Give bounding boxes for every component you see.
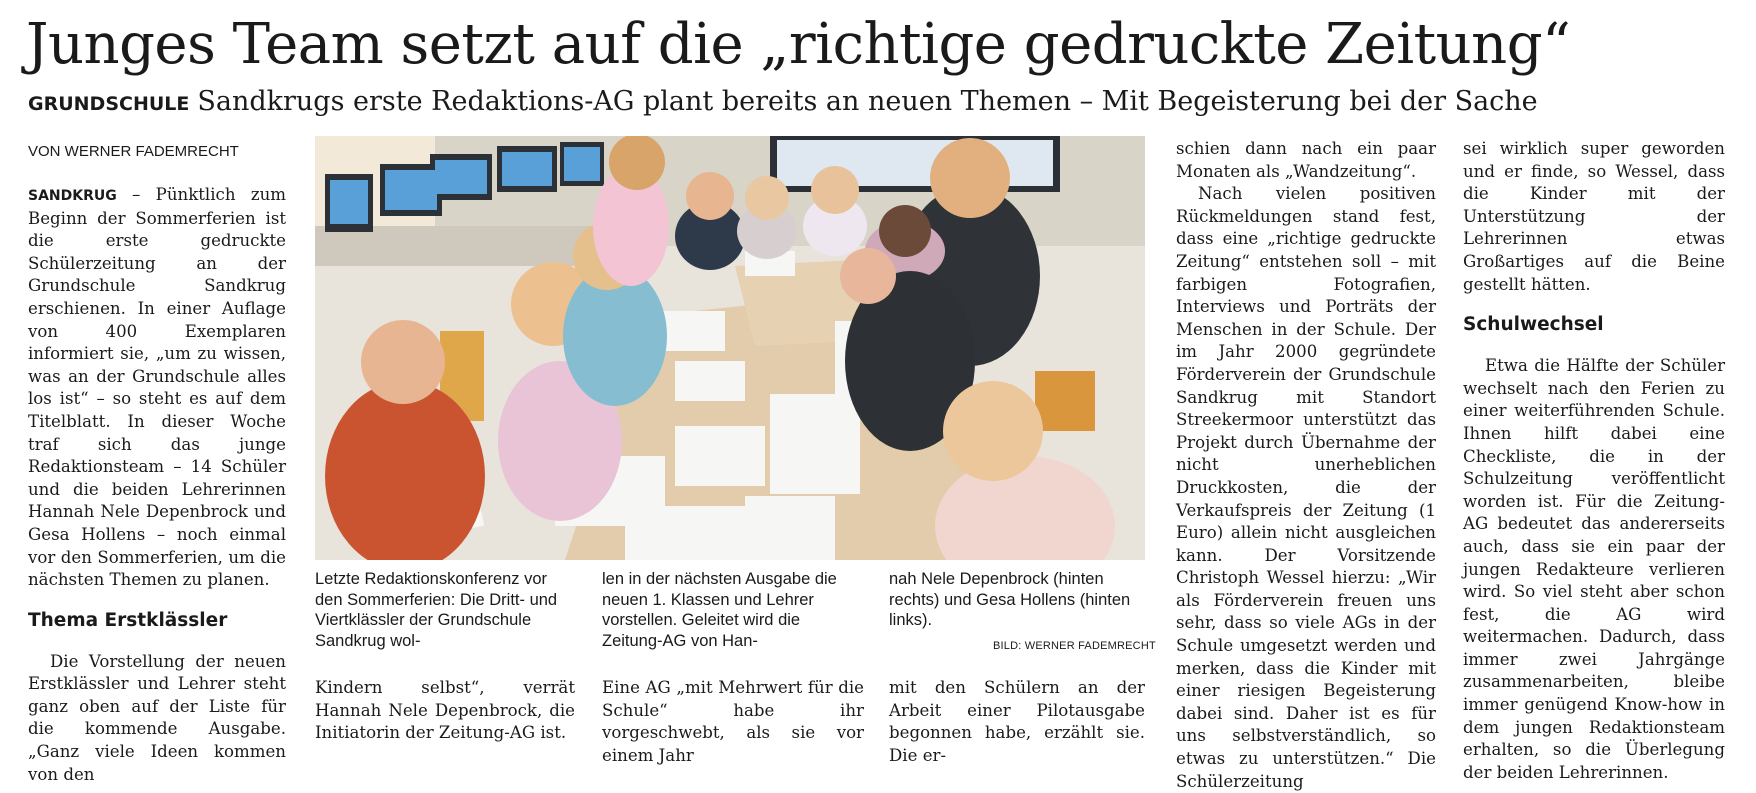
column-3-text: Eine AG „mit Mehrwert für die Schule“ habe ihr vorgeschwebt, als sie vor einem Jahr (602, 678, 864, 765)
photo-caption-part-3: nah Nele Depenbrock (hinten rechts) und Gesa Hollens (hinten links). (889, 570, 1131, 629)
column-5 (1176, 138, 1436, 793)
subheadline-text: Sandkrugs erste Redaktions-AG plant bereits an neuen Themen – Mit Begeisterung bei der Sache (197, 86, 1538, 117)
paragraph-erstklaessler: Die Vorstellung der neuen Erstklässler und Lehrer steht ganz oben auf der Liste für die kommende Ausgabe. „Ganz viele Ideen kommen von den (28, 651, 286, 784)
classroom-photo-illustration (315, 136, 1145, 560)
column-6 (1463, 138, 1725, 784)
column-5-paragraph-2: Nach vielen positiven Rückmeldungen stand fest, dass eine „richtige gedruckte Zeitung“ entstehen soll – mit farbigen Fotografien, Interviews und Porträts der Menschen in der Schule. Der im Jahr 2000 gegründete Förderverein der Grundschule Sandkrug mit Standort Streekermoor unterstützt das Projekt durch Übernahme der nicht unerheblichen Druckkosten, die der Verkaufspreis der Zeitung (1 Euro) allein nicht ausgleichen kann. Der Vorsitzende Christoph Wessel hierzu: „Wir als Förderverein freuen uns sehr, dass so viele AGs in der Schule umgesetzt werden und merken, dass die Kinder mit einer riesigen Begeisterung dabei sind. Daher ist es für uns selbstverständlich, so etwas zu unterstützen.“ Die Schülerzeitung (1176, 184, 1436, 791)
photo-caption-part-1: Letzte Redaktionskonferenz vor den Sommerferien: Die Dritt- und Viertklässler der Grundschule Sandkrug wol- (315, 570, 558, 650)
column-5-paragraph-1: schien dann nach ein paar Monaten als „Wandzeitung“. (1176, 139, 1436, 181)
dateline: SANDKRUG (28, 188, 117, 204)
column-6-paragraph-1: sei wirklich super geworden und er finde, so Wessel, dass die Kinder mit der Unterstützung der Lehrerinnen etwas Großartiges auf die Beine gestellt hätten. (1463, 139, 1725, 294)
column-6-paragraph-2: Etwa die Hälfte der Schüler wechselt nach den Ferien zu einer weiterführenden Schule. Ihnen hilft dabei eine Checkliste, die in der Schulzeitung veröffentlicht worden ist. Für die Zeitung-AG bedeutet das andererseits auch, dass sie ein paar der jungen Redakteure verlieren wird. So viel steht aber schon fest, die AG wird weitermachen. Dadurch, dass immer zwei Jahrgänge zusammenarbeiten, bleibe immer genügend Know-how in dem jungen Redaktionsteam erhalten, so die Überlegung der beiden Lehrerinnen. (1463, 356, 1725, 782)
photo-caption-part-2: len in der nächsten Ausgabe die neuen 1. Klassen und Lehrer vorstellen. Geleitet wird die Zeitung-AG von Han- (602, 570, 837, 650)
subhead-schulwechsel: Schulwechsel (1463, 314, 1604, 336)
kicker-label: GRUNDSCHULE (28, 93, 190, 115)
article-photo (315, 136, 1145, 560)
column-4-text: mit den Schülern an der Arbeit einer Pilotausgabe begonnen habe, erzählt sie. Die er- (889, 678, 1145, 765)
column-1 (28, 184, 286, 786)
article-headline: Junges Team setzt auf die „richtige gedruckte Zeitung“ (26, 12, 1571, 77)
intro-paragraph: – Pünktlich zum Beginn der Sommerferien ist die erste gedruckte Schülerzeitung an der Grundschule Sandkrug erschienen. In einer Auflage von 400 Exemplaren informiert sie, „um zu wissen, was an der Grundschule alles los ist“ – so steht es auf dem Titelblatt. In dieser Woche traf sich das junge Redaktionsteam – 14 Schüler und die beiden Lehrerinnen Hannah Nele Depenbrock und Gesa Hollens – noch einmal vor den Sommerferien, um die nächsten Themen zu planen. (28, 185, 286, 590)
column-2-text: Kindern selbst“, verrät Hannah Nele Depenbrock, die Initiatorin der Zeitung-AG ist. (315, 678, 575, 743)
photo-credit: BILD: WERNER FADEMRECHT (993, 640, 1156, 652)
article-subheadline (28, 84, 1538, 122)
subhead-erstklaessler: Thema Erstklässler (28, 609, 228, 631)
byline: VON WERNER FADEMRECHT (28, 143, 239, 160)
